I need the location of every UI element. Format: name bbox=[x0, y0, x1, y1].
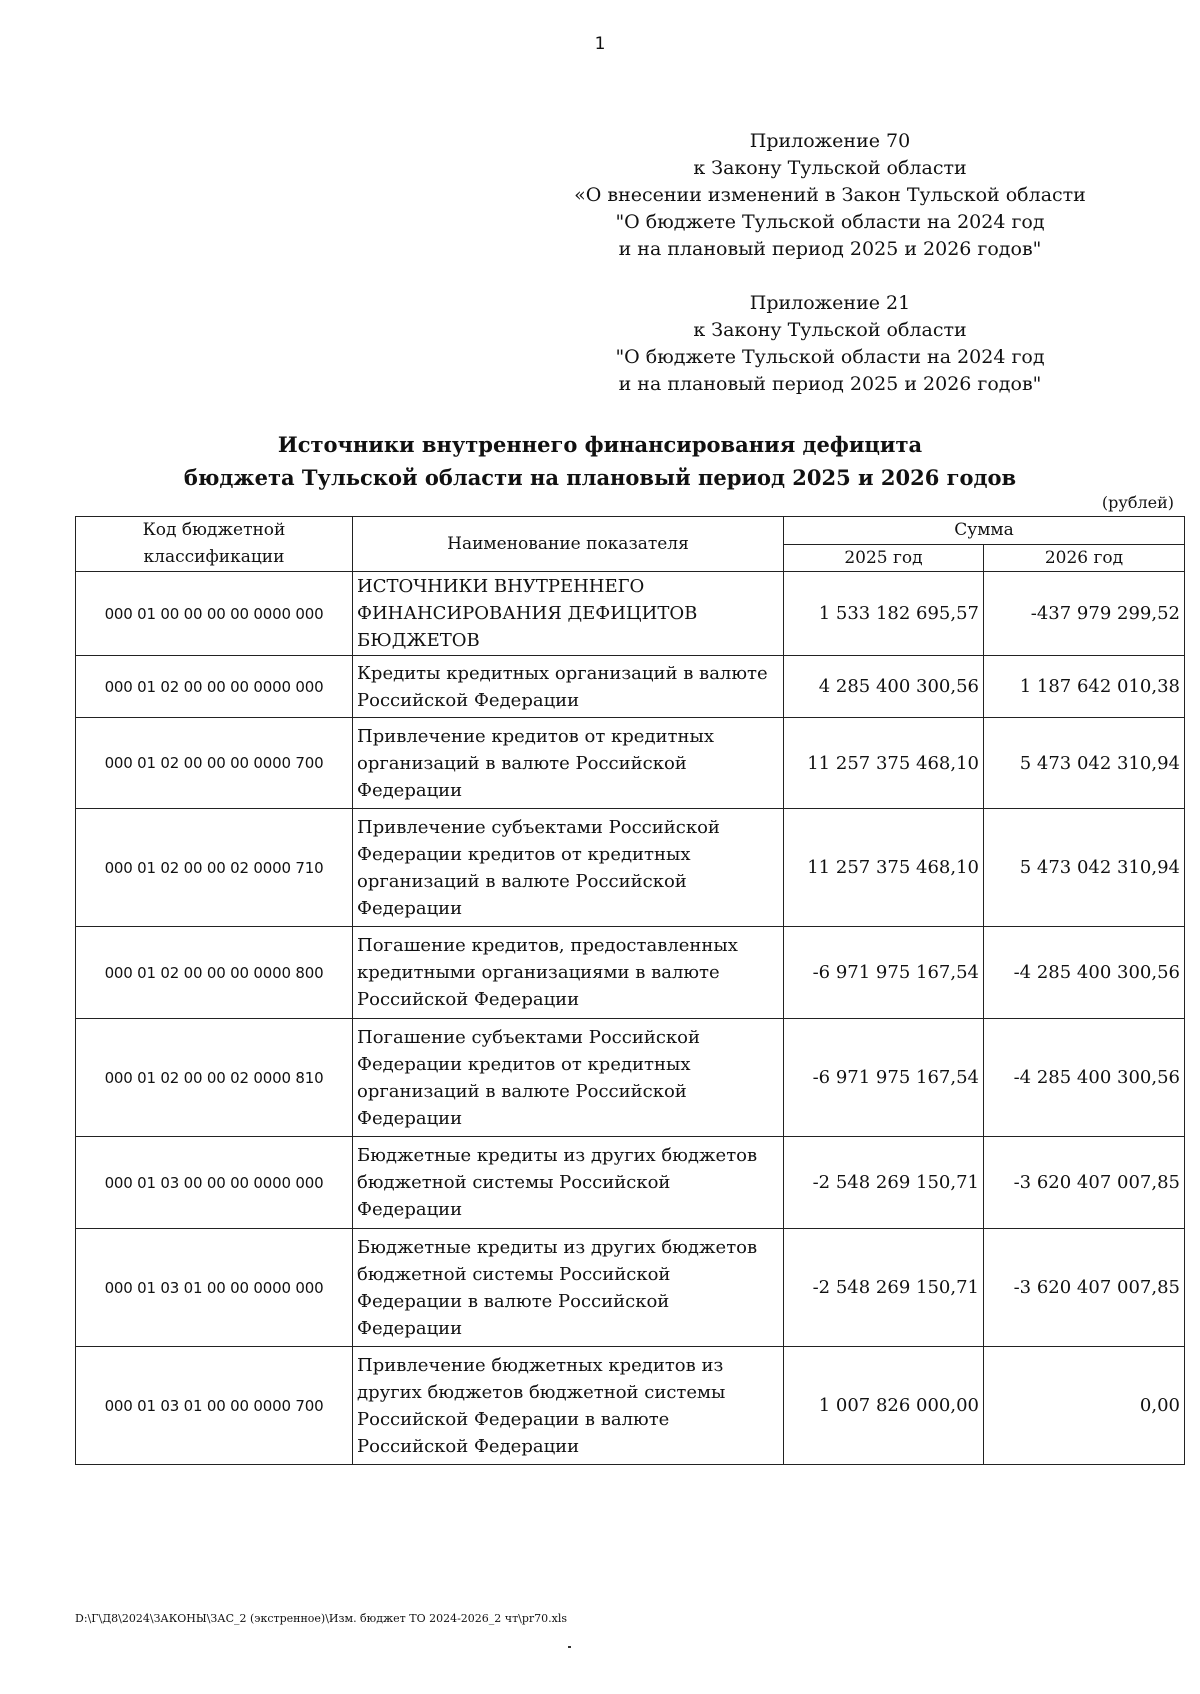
footer-file-path: D:\Г\Д8\2024\ЗАКОНЫ\ЗАС_2 (экстренное)\Изм. бюджет ТО 2024-2026_2 чт\pr70.xls bbox=[75, 1612, 568, 1625]
appendix-21-line: "О бюджете Тульской области на 2024 год bbox=[615, 346, 1045, 368]
header-sum: Сумма bbox=[784, 517, 1185, 545]
row-amount-2026: 5 473 042 310,94 bbox=[984, 718, 1185, 809]
row-amount-2026: -3 620 407 007,85 bbox=[984, 1137, 1185, 1229]
row-amount-2025: 1 007 826 000,00 bbox=[784, 1347, 984, 1465]
scan-speck bbox=[568, 1646, 571, 1648]
row-name: Бюджетные кредиты из других бюджетов бюджетной системы Российской Федерации в валюте Российской Федерации bbox=[353, 1229, 784, 1347]
row-name: Привлечение бюджетных кредитов из других бюджетов бюджетной системы Российской Федерации в валюте Российской Федерации bbox=[353, 1347, 784, 1465]
row-code: 000 01 02 00 00 00 0000 700 bbox=[76, 718, 353, 809]
table-row bbox=[76, 1229, 1185, 1347]
row-amount-2025: -2 548 269 150,71 bbox=[784, 1137, 984, 1229]
row-code: 000 01 03 01 00 00 0000 700 bbox=[76, 1347, 353, 1465]
appendix-70-block bbox=[560, 128, 1100, 263]
row-amount-2026: -4 285 400 300,56 bbox=[984, 927, 1185, 1019]
row-name: Погашение субъектами Российской Федерации кредитов от кредитных организаций в валюте Российской Федерации bbox=[353, 1019, 784, 1137]
document-title-line: бюджета Тульской области на плановый период 2025 и 2026 годов bbox=[183, 465, 1017, 490]
units-label: (рублей) bbox=[1101, 493, 1174, 512]
row-name: Бюджетные кредиты из других бюджетов бюджетной системы Российской Федерации bbox=[353, 1137, 784, 1229]
appendix-70-line: Приложение 70 bbox=[749, 130, 911, 152]
row-code: 000 01 02 00 00 00 0000 000 bbox=[76, 656, 353, 718]
appendix-21-line: к Закону Тульской области bbox=[693, 319, 967, 341]
table-row bbox=[76, 656, 1185, 718]
table-row bbox=[76, 809, 1185, 927]
table-row bbox=[76, 1347, 1185, 1465]
header-code: Код бюджетной классификации bbox=[76, 517, 353, 572]
row-amount-2025: 11 257 375 468,10 bbox=[784, 718, 984, 809]
row-amount-2025: 4 285 400 300,56 bbox=[784, 656, 984, 718]
row-amount-2026: 0,00 bbox=[984, 1347, 1185, 1465]
table-row bbox=[76, 718, 1185, 809]
table-row bbox=[76, 927, 1185, 1019]
appendix-70-line: и на плановый период 2025 и 2026 годов" bbox=[618, 238, 1042, 260]
appendix-70-line: "О бюджете Тульской области на 2024 год bbox=[615, 211, 1045, 233]
row-amount-2025: 1 533 182 695,57 bbox=[784, 572, 984, 656]
row-amount-2026: 1 187 642 010,38 bbox=[984, 656, 1185, 718]
appendix-21-line: Приложение 21 bbox=[749, 292, 911, 314]
row-name: ИСТОЧНИКИ ВНУТРЕННЕГО ФИНАНСИРОВАНИЯ ДЕФИЦИТОВ БЮДЖЕТОВ bbox=[353, 572, 784, 656]
row-amount-2025: -6 971 975 167,54 bbox=[784, 927, 984, 1019]
table-row bbox=[76, 1137, 1185, 1229]
appendix-70-line: «О внесении изменений в Закон Тульской области bbox=[574, 184, 1086, 206]
appendix-21-line: и на плановый период 2025 и 2026 годов" bbox=[618, 373, 1042, 395]
document-title bbox=[0, 428, 1200, 494]
row-name: Привлечение субъектами Российской Федерации кредитов от кредитных организаций в валюте Российской Федерации bbox=[353, 809, 784, 927]
row-amount-2026: -4 285 400 300,56 bbox=[984, 1019, 1185, 1137]
row-amount-2026: 5 473 042 310,94 bbox=[984, 809, 1185, 927]
header-year-2026: 2026 год bbox=[984, 544, 1185, 572]
header-name: Наименование показателя bbox=[353, 517, 784, 572]
row-amount-2026: -3 620 407 007,85 bbox=[984, 1229, 1185, 1347]
row-code: 000 01 03 00 00 00 0000 000 bbox=[76, 1137, 353, 1229]
document-title-line: Источники внутреннего финансирования дефицита bbox=[277, 432, 923, 457]
row-name: Погашение кредитов, предоставленных кредитными организациями в валюте Российской Федерации bbox=[353, 927, 784, 1019]
appendix-70-line: к Закону Тульской области bbox=[693, 157, 967, 179]
row-amount-2026: -437 979 299,52 bbox=[984, 572, 1185, 656]
row-code: 000 01 02 00 00 02 0000 710 bbox=[76, 809, 353, 927]
financing-sources-table bbox=[75, 516, 1185, 1465]
row-code: 000 01 02 00 00 02 0000 810 bbox=[76, 1019, 353, 1137]
row-code: 000 01 02 00 00 00 0000 800 bbox=[76, 927, 353, 1019]
row-name: Привлечение кредитов от кредитных организаций в валюте Российской Федерации bbox=[353, 718, 784, 809]
table-row bbox=[76, 1019, 1185, 1137]
row-amount-2025: 11 257 375 468,10 bbox=[784, 809, 984, 927]
row-amount-2025: -6 971 975 167,54 bbox=[784, 1019, 984, 1137]
row-code: 000 01 00 00 00 00 0000 000 bbox=[76, 572, 353, 656]
header-year-2025: 2025 год bbox=[784, 544, 984, 572]
table-row bbox=[76, 572, 1185, 656]
row-code: 000 01 03 01 00 00 0000 000 bbox=[76, 1229, 353, 1347]
row-amount-2025: -2 548 269 150,71 bbox=[784, 1229, 984, 1347]
page-number: 1 bbox=[594, 34, 606, 54]
row-name: Кредиты кредитных организаций в валюте Российской Федерации bbox=[353, 656, 784, 718]
appendix-21-block bbox=[560, 290, 1100, 398]
